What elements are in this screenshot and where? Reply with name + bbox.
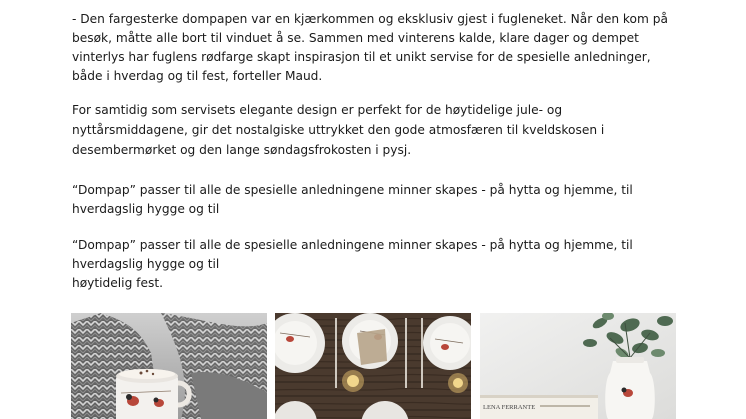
text-line: desembermørket og den lange søndagsfrokosten i pysj. xyxy=(72,143,412,157)
text-line: “Dompap” passer til alle de spesielle anledningene minner skapes - på hytta og hjemme, til xyxy=(72,183,633,197)
text-line: hverdagslig hygge og til xyxy=(72,257,220,271)
text-line: vinterlys har fuglens rødfarge skapt inspirasjon til et unikt servise for de spesielle anledninger, xyxy=(72,50,651,64)
text-line: høytidelig fest. xyxy=(72,276,163,290)
photo-table-setting xyxy=(275,313,471,419)
paragraph-occasions xyxy=(72,100,682,160)
text-line: - Den fargesterke dompapen var en kjærkommen og eksklusiv gjest i fugleneket. Når den kom på xyxy=(72,12,668,26)
paragraph-dompap-2 xyxy=(72,236,682,293)
text-line: hverdagslig hygge og til xyxy=(72,202,220,216)
text-line: nyttårsmiddagene, gir det nostalgiske uttrykket den gode atmosfæren til kveldskosen i xyxy=(72,123,605,137)
paragraph-intro xyxy=(72,10,682,86)
photo-vase-books xyxy=(480,313,676,419)
paragraph-dompap-1 xyxy=(72,181,682,219)
photo-mug-knit xyxy=(71,313,267,419)
text-line: For samtidig som servisets elegante design er perfekt for de høytidelige jule- og xyxy=(72,103,563,117)
text-line: besøk, måtte alle bort til vinduet å se. Sammen med vinterens kalde, klare dager og dempet xyxy=(72,31,639,45)
book-title: LENA FERRANTE xyxy=(483,404,536,411)
text-line: både i hverdag og til fest, forteller Maud. xyxy=(72,69,323,83)
text-line: “Dompap” passer til alle de spesielle anledningene minner skapes - på hytta og hjemme, til xyxy=(72,238,633,252)
